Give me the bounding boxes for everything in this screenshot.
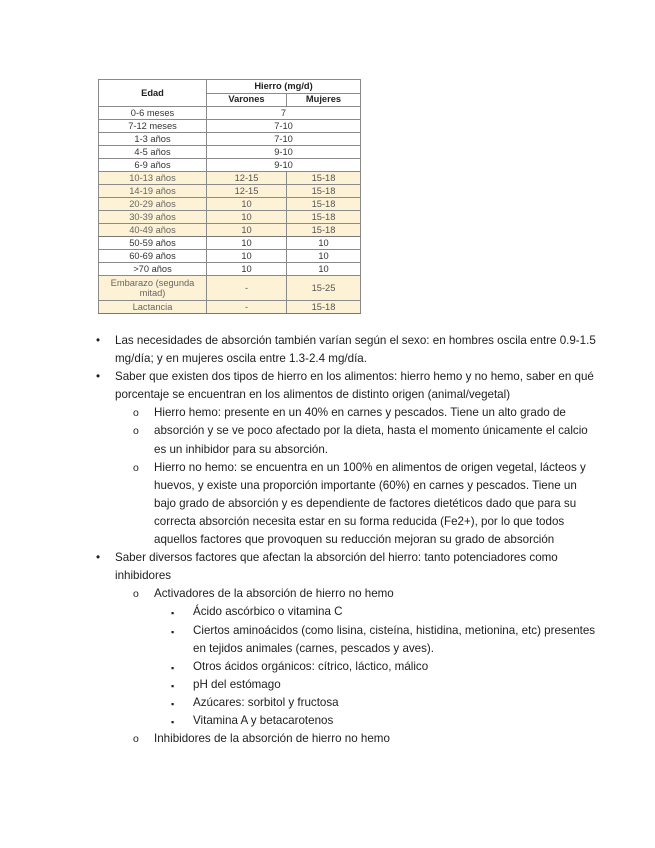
square-marker: ▪ (171, 662, 175, 673)
table-row (99, 120, 361, 133)
cell-varones: 10 (207, 237, 287, 250)
cell-mujeres: 15-25 (287, 276, 361, 301)
cell-mujeres: 15-18 (287, 172, 361, 185)
sub-bullet-item (96, 730, 596, 748)
cell-edad: Embarazo (segunda mitad) (99, 276, 207, 301)
cell-varones: 12-15 (207, 185, 287, 198)
sub-sub-bullet-item (96, 694, 596, 712)
sub-bullet-item (96, 459, 596, 549)
cell-edad: 14-19 años (99, 185, 207, 198)
sub-sub-bullet-item (96, 712, 596, 730)
header-edad: Edad (99, 80, 207, 107)
sub-sub-bullet-item (96, 603, 596, 621)
sub-bullet-item (96, 422, 596, 458)
cell-edad: 40-49 años (99, 224, 207, 237)
cell-mujeres: 15-18 (287, 211, 361, 224)
bullet-marker: • (96, 370, 101, 384)
table-row (99, 301, 361, 314)
sub-sub-bullet-text: Ciertos aminoácidos (como lisina, cisteína, histidina, metionina, etc) presentes en tejidos animales (carnes, pescados y aves). (193, 623, 596, 655)
square-marker: ▪ (171, 608, 175, 619)
sub-bullet-text: Hierro hemo: presente en un 40% en carnes y pescados. Tiene un alto grado de (154, 406, 566, 420)
cell-varones: 10 (207, 224, 287, 237)
sub-bullet-text: Activadores de la absorción de hierro no hemo (154, 587, 394, 601)
cell-combined: 9-10 (207, 146, 361, 159)
square-marker: ▪ (171, 680, 175, 691)
cell-edad: 50-59 años (99, 237, 207, 250)
circle-marker: o (133, 588, 139, 601)
sub-bullet-text: Inhibidores de la absorción de hierro no hemo (154, 732, 390, 746)
cell-varones: 10 (207, 263, 287, 276)
cell-mujeres: 10 (287, 237, 361, 250)
sub-bullet-item (96, 585, 596, 603)
sub-bullet-item (96, 404, 596, 422)
cell-varones: 10 (207, 211, 287, 224)
sub-sub-bullet-item (96, 622, 596, 658)
cell-mujeres: 15-18 (287, 301, 361, 314)
sub-sub-bullet-item (96, 676, 596, 694)
cell-edad: 10-13 años (99, 172, 207, 185)
table-row (99, 198, 361, 211)
table-row (99, 276, 361, 301)
cell-mujeres: 15-18 (287, 185, 361, 198)
table-header-row (99, 80, 361, 94)
table-row (99, 224, 361, 237)
cell-mujeres: 15-18 (287, 198, 361, 211)
cell-varones: - (207, 301, 287, 314)
cell-edad: 60-69 años (99, 250, 207, 263)
cell-varones: 10 (207, 198, 287, 211)
cell-combined: 7 (207, 107, 361, 120)
circle-marker: o (133, 425, 139, 438)
cell-edad: >70 años (99, 263, 207, 276)
cell-varones: 12-15 (207, 172, 287, 185)
cell-mujeres: 10 (287, 263, 361, 276)
table-row (99, 146, 361, 159)
sub-sub-bullet-text: Vitamina A y betacarotenos (193, 713, 334, 727)
table-row (99, 211, 361, 224)
cell-edad: Lactancia (99, 301, 207, 314)
bullet-item (96, 368, 596, 404)
cell-edad: 0-6 meses (99, 107, 207, 120)
cell-edad: 1-3 años (99, 133, 207, 146)
bullet-marker: • (96, 334, 101, 347)
bullet-text: Saber diversos factores que afectan la absorción del hierro: tanto potenciadores como inhibidores (115, 551, 558, 583)
cell-combined: 9-10 (207, 159, 361, 172)
table-row (99, 250, 361, 263)
cell-edad: 4-5 años (99, 146, 207, 159)
square-marker: ▪ (171, 698, 175, 709)
bullet-text: Saber que existen dos tipos de hierro en los alimentos: hierro hemo y no hemo, saber en qué porcentaje se encuentran en los alimentos de distinto origen (animal/vegetal) (115, 370, 594, 402)
bullet-marker: • (96, 551, 101, 565)
header-hierro: Hierro (mg/d) (207, 80, 361, 94)
bullet-text: Las necesidades de absorción también varían según el sexo: en hombres oscila entre 0.9-1.5 mg/día; y en mujeres oscila entre 1.3-2.4 mg/día. (115, 334, 596, 366)
bullet-item (96, 549, 596, 585)
sub-bullet-text: Hierro no hemo: se encuentra en un 100% en alimentos de origen vegetal, lácteos y huevos, y existe una proporción importante (60%) en carnes y pescados. Tiene un bajo grado de absorción y es dependiente de factores dietéticos dado que para su correcta absorción necesita estar en su forma reducida (Fe2+), por lo que todos aquellos factores que provoquen su reducción mejoran su grado de absorción (154, 460, 586, 547)
cell-combined: 7-10 (207, 133, 361, 146)
table-row (99, 107, 361, 120)
sub-sub-bullet-text: pH del estómago (193, 677, 281, 691)
sub-sub-bullet-text: Azúcares: sorbitol y fructosa (193, 695, 339, 709)
square-marker: ▪ (171, 626, 175, 637)
header-varones: Varones (207, 93, 287, 107)
cell-mujeres: 10 (287, 250, 361, 263)
iron-requirements-table (98, 79, 361, 314)
cell-varones: 10 (207, 250, 287, 263)
cell-mujeres: 15-18 (287, 224, 361, 237)
body-text (96, 332, 596, 748)
sub-sub-bullet-text: Otros ácidos orgánicos: cítrico, láctico, málico (193, 659, 429, 673)
header-mujeres: Mujeres (287, 93, 361, 107)
table-row (99, 185, 361, 198)
cell-edad: 7-12 meses (99, 120, 207, 133)
cell-varones: - (207, 276, 287, 301)
cell-edad: 6-9 años (99, 159, 207, 172)
bullet-item (96, 332, 596, 368)
cell-combined: 7-10 (207, 120, 361, 133)
circle-marker: o (133, 407, 139, 420)
circle-marker: o (133, 461, 139, 474)
table-row (99, 172, 361, 185)
table-row (99, 263, 361, 276)
circle-marker: o (133, 733, 139, 746)
sub-sub-bullet-text: Ácido ascórbico o vitamina C (193, 605, 343, 619)
sub-bullet-text: absorción y se ve poco afectado por la dieta, hasta el momento únicamente el calcio es un inhibidor para su absorción. (154, 424, 588, 456)
table-row (99, 159, 361, 172)
cell-edad: 30-39 años (99, 211, 207, 224)
square-marker: ▪ (171, 716, 175, 727)
sub-sub-bullet-item (96, 658, 596, 676)
table-row (99, 237, 361, 250)
cell-edad: 20-29 años (99, 198, 207, 211)
table-row (99, 133, 361, 146)
